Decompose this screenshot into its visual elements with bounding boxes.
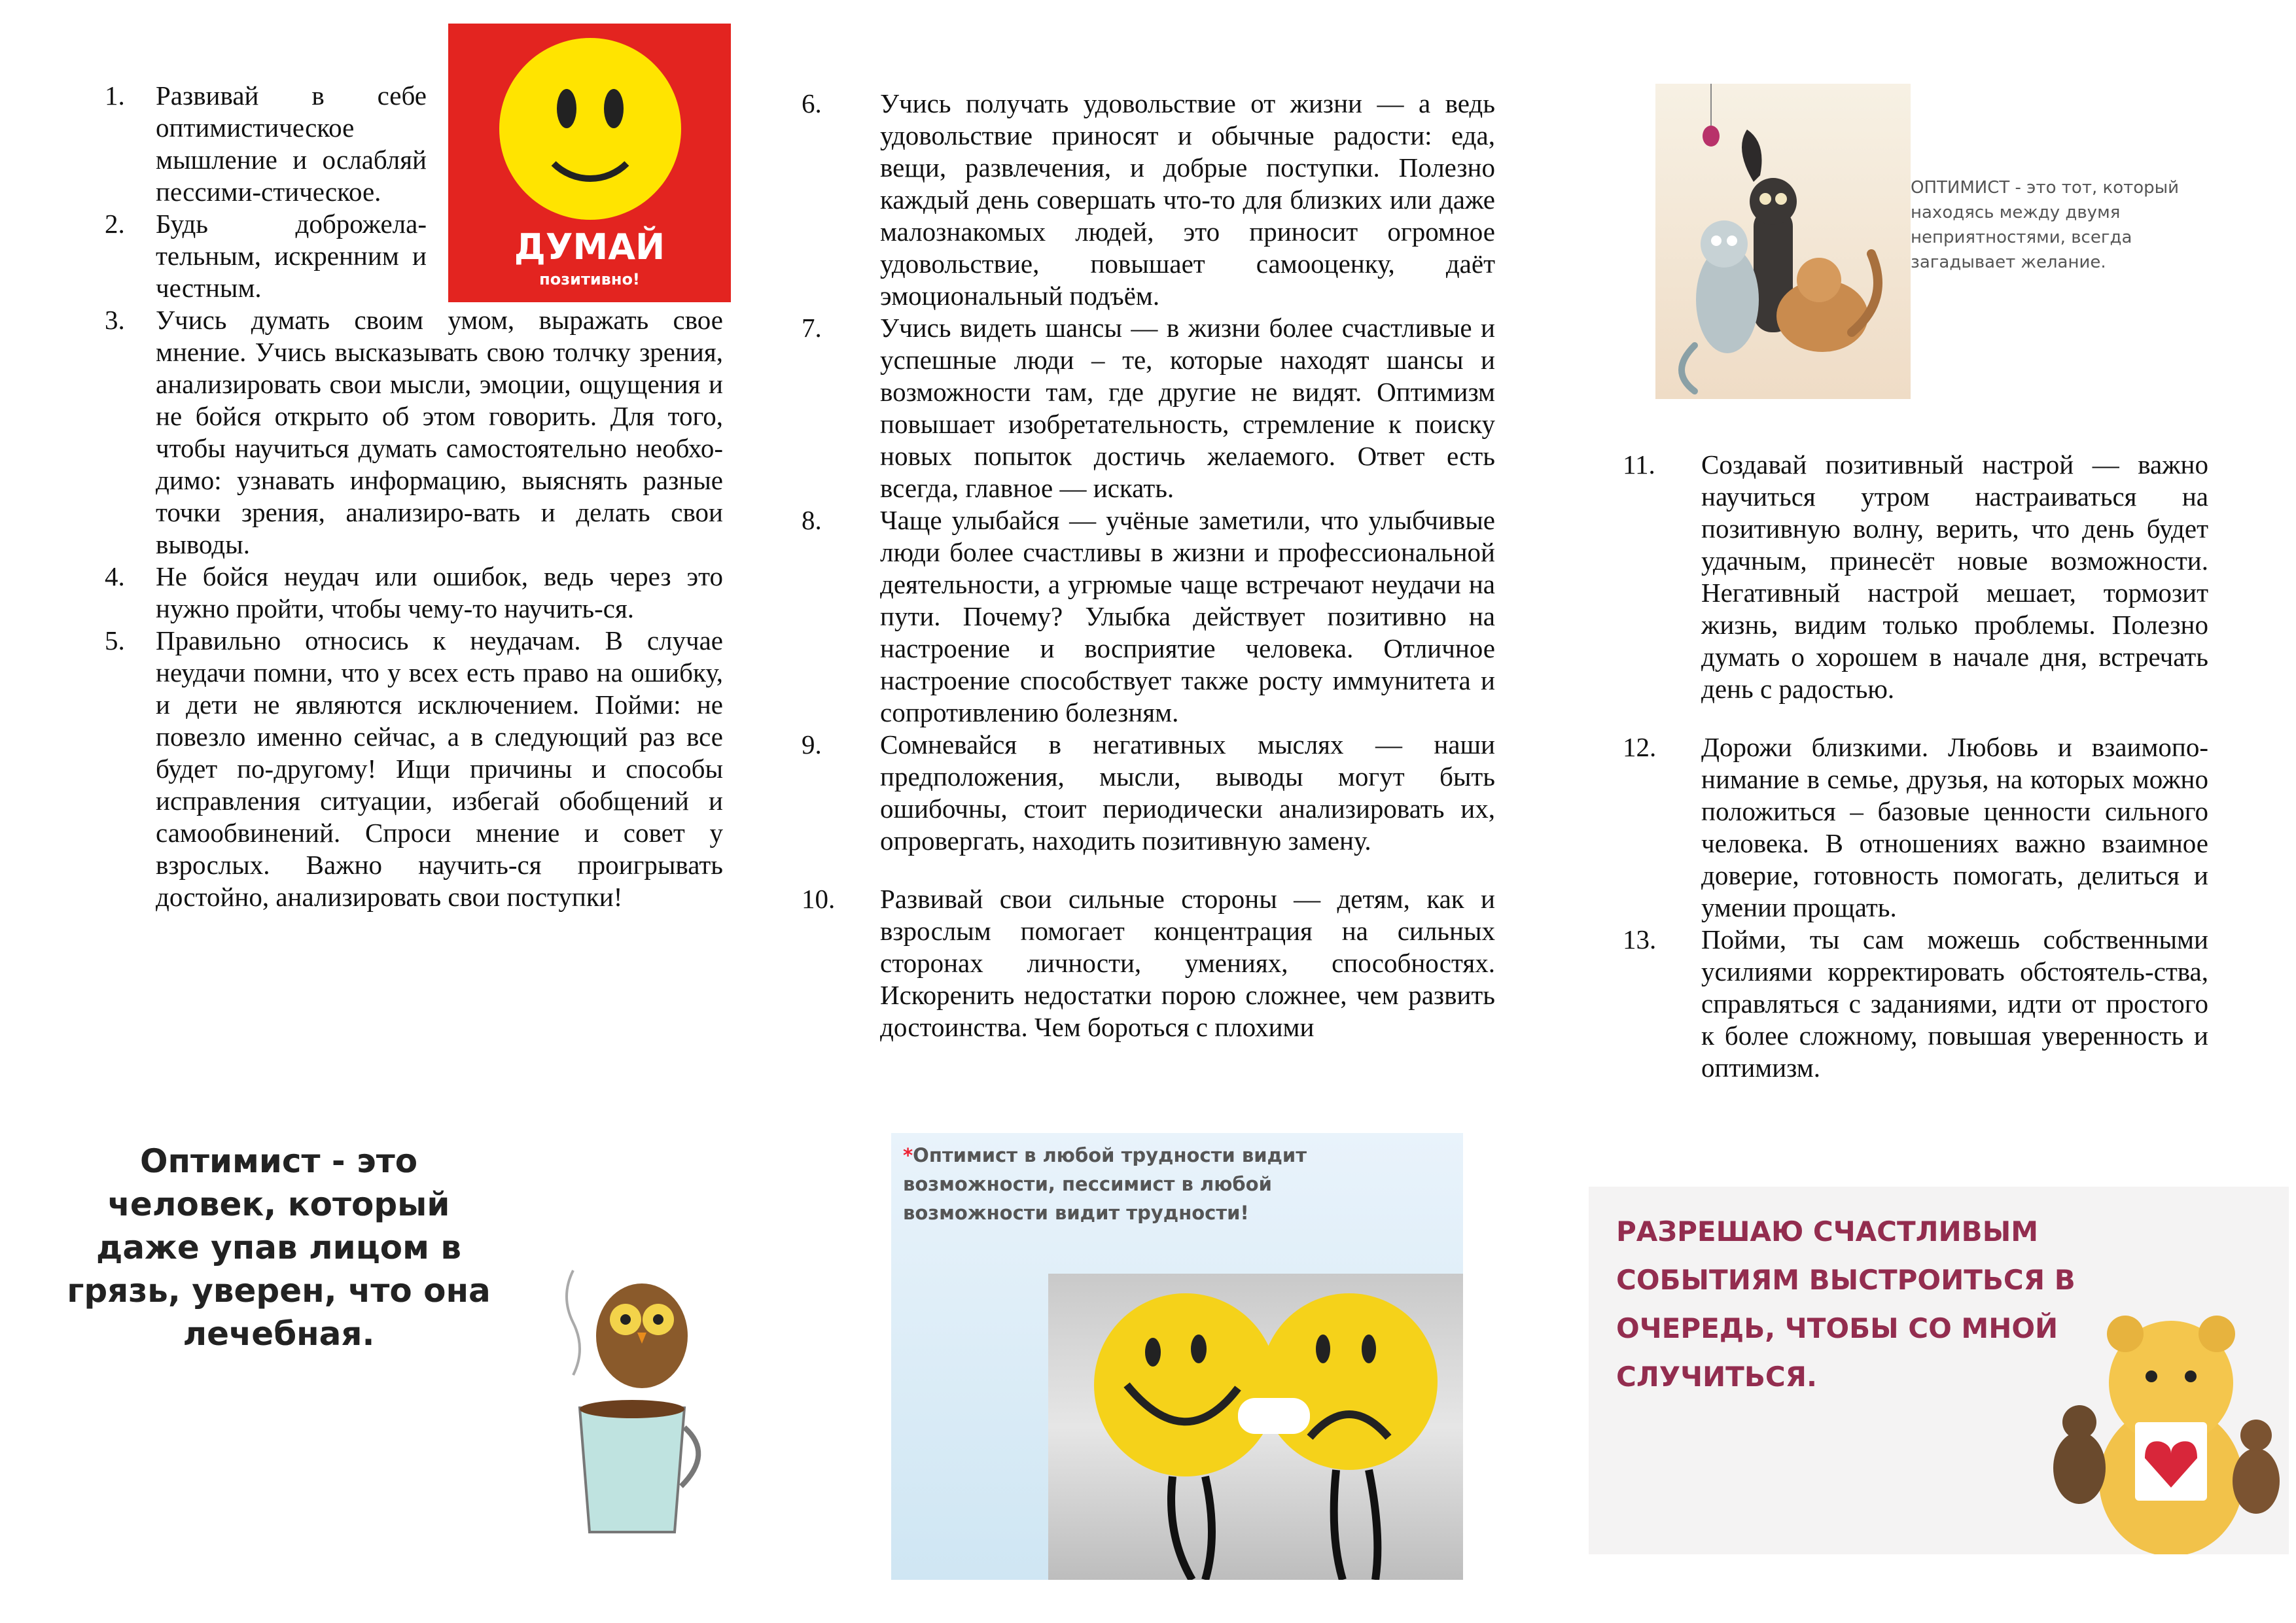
list-item [105, 304, 723, 561]
think-positive-image [448, 24, 731, 302]
bear-with-heart-icon [2021, 1304, 2289, 1554]
item-text: Не бойся неудач или ошибок, ведь через это нужно пройти, чтобы чему-то научить-ся. [156, 561, 723, 623]
list-item [802, 729, 1495, 857]
smiley-face-icon [499, 38, 681, 220]
smileys-image [891, 1133, 1463, 1580]
column-right [1623, 449, 2208, 1084]
list-item [1623, 731, 2208, 924]
think-title: ДУМАЙ [514, 226, 665, 268]
bear-image [1589, 1187, 2289, 1554]
item-text: Учись видеть шансы — в жизни более счастливые и успешные люди – те, которые находят шансы и возможности там, где другие не видят. Оптимизм повышает изобретательность, стремление к поиску новых попыток достичь желаемого. Ответ есть всегда, главное — искать. [880, 313, 1495, 503]
item-text: Сомневайся в негативных мыслях — наши предположения, мысли, выводы могут быть ошибочны, стоит периодически анализировать их, опровергать, находить позитивную замену. [880, 729, 1495, 856]
list-item [105, 625, 723, 913]
list-item [1623, 924, 2208, 1084]
cats-caption: ОПТИМИСТ - это тот, который находясь между двумя неприятностями, всегда загадывает желание. [1911, 178, 2180, 272]
item-text: Пойми, ты сам можешь собственными усилиями корректировать обстоятель-ства, справляться с заданиями, идти от простого к более сложному, повышая уверенность и оптимизм. [1701, 924, 2208, 1083]
smileys-caption-block [903, 1141, 1322, 1227]
item-number: 6. [802, 88, 822, 118]
column-middle [802, 88, 1495, 1043]
happy-sad-smileys-icon [1048, 1274, 1463, 1580]
item-text: Дорожи близкими. Любовь и взаимопо-нимание в семье, друзья, на которых можно положиться – базовые ценности сильного человека. В отношениях важно взаимное доверие, готовность помогать, делиться и умении прощать. [1701, 732, 2208, 922]
item-number: 8. [802, 505, 822, 535]
item-text: Развивай свои сильные стороны — детям, как и взрослым помогает концентрация на сильных сторонах личности, умениях, способностях. Искоренить недостатки порою сложнее, чем развить достоинства. Чем бороться с плохими [880, 884, 1495, 1042]
item-number: 11. [1623, 449, 1655, 480]
item-number: 13. [1623, 924, 1657, 954]
item-number: 12. [1623, 732, 1657, 762]
list-item [802, 504, 1495, 729]
item-number: 10. [802, 884, 836, 914]
bear-caption: РАЗРЕШАЮ СЧАСТЛИВЫМ СОБЫТИЯМ ВЫСТРОИТЬСЯ В ОЧЕРЕДЬ, ЧТОБЫ СО МНОЙ СЛУЧИТЬСЯ. [1616, 1215, 2075, 1393]
owl-mug-icon [554, 1257, 711, 1545]
cats-image [1655, 84, 1911, 399]
smileys-photo [1048, 1274, 1463, 1580]
list-item [1623, 449, 2208, 705]
item-text: Развивай в себе оптимистическое мышление и ослабляй пессими-стическое. [156, 80, 427, 207]
item-text: Создавай позитивный настрой — важно научиться утром настраиваться на позитивную волну, верить, что день будет удачным, принесёт новые возможности. Негативный настрой мешает, тормозит жизнь, видим только проблемы. Полезно думать о хорошем в начале дня, встречать день с радостью. [1701, 449, 2208, 704]
owl-caption: Оптимист - это человек, который даже упав лицом в грязь, уверен, что она лечебная. [67, 1142, 491, 1353]
smileys-caption: Оптимист в любой трудности видит возможности, пессимист в любой возможности видит трудности! [903, 1144, 1307, 1224]
item-number: 1. [105, 80, 125, 111]
asterisk-marker: * [903, 1144, 913, 1166]
item-number: 2. [105, 209, 125, 239]
item-number: 7. [802, 313, 822, 343]
item-text: Учись получать удовольствие от жизни — а ведь удовольствие приносят и обычные радости: еда, вещи, развлечения, и добрые поступки. Полезно каждый день совершать что-то для близких или даже малознакомых людей, это приносит огромное удовольствие, повышает самооценку, даёт эмоциональный подъём. [880, 88, 1495, 311]
item-text: Правильно относись к неудачам. В случае неудачи помни, что у всех есть право на ошибку, и дети не являются исключением. Пойми: не повезло именно сейчас, а в следующий раз все будет по-другому! Ищи причины и способы исправления ситуации, избегай обобщений и самообвинений. Спроси мнение и совет у взрослых. Важно научить-ся проигрывать достойно, анализировать свои поступки! [156, 625, 723, 912]
list-item [802, 312, 1495, 504]
list-item [802, 883, 1495, 1043]
item-number: 4. [105, 561, 125, 591]
item-number: 5. [105, 625, 125, 655]
item-text: Чаще улыбайся — учёные заметили, что улыбчивые люди более счастливы в жизни и профессиональной деятельности, а угрюмые чаще встречают неудачи на пути. Почему? Улыбка действует позитивно на настроение и восприятие человека. Отличное настроение способствует также росту иммунитета и сопротивлению болезням. [880, 505, 1495, 727]
item-number: 3. [105, 305, 125, 335]
list-item [802, 88, 1495, 312]
cats-illustration [1655, 84, 1911, 399]
think-subtitle: позитивно! [539, 270, 640, 288]
item-text: Будь доброжела-тельным, искренним и честным. [156, 209, 427, 303]
list-item [105, 561, 723, 625]
item-number: 9. [802, 729, 822, 759]
item-text: Учись думать своим умом, выражать свое мнение. Учись высказывать свою толчку зрения, анализировать свои мысли, эмоции, ощущения и не бойся открыто об этом говорить. Для того, чтобы научиться думать самостоятельно необхо-димо: узнавать информацию, выяснять разные точки зрения, анализиро-вать и делать свои выводы. [156, 305, 723, 559]
owl-image [56, 1140, 717, 1550]
